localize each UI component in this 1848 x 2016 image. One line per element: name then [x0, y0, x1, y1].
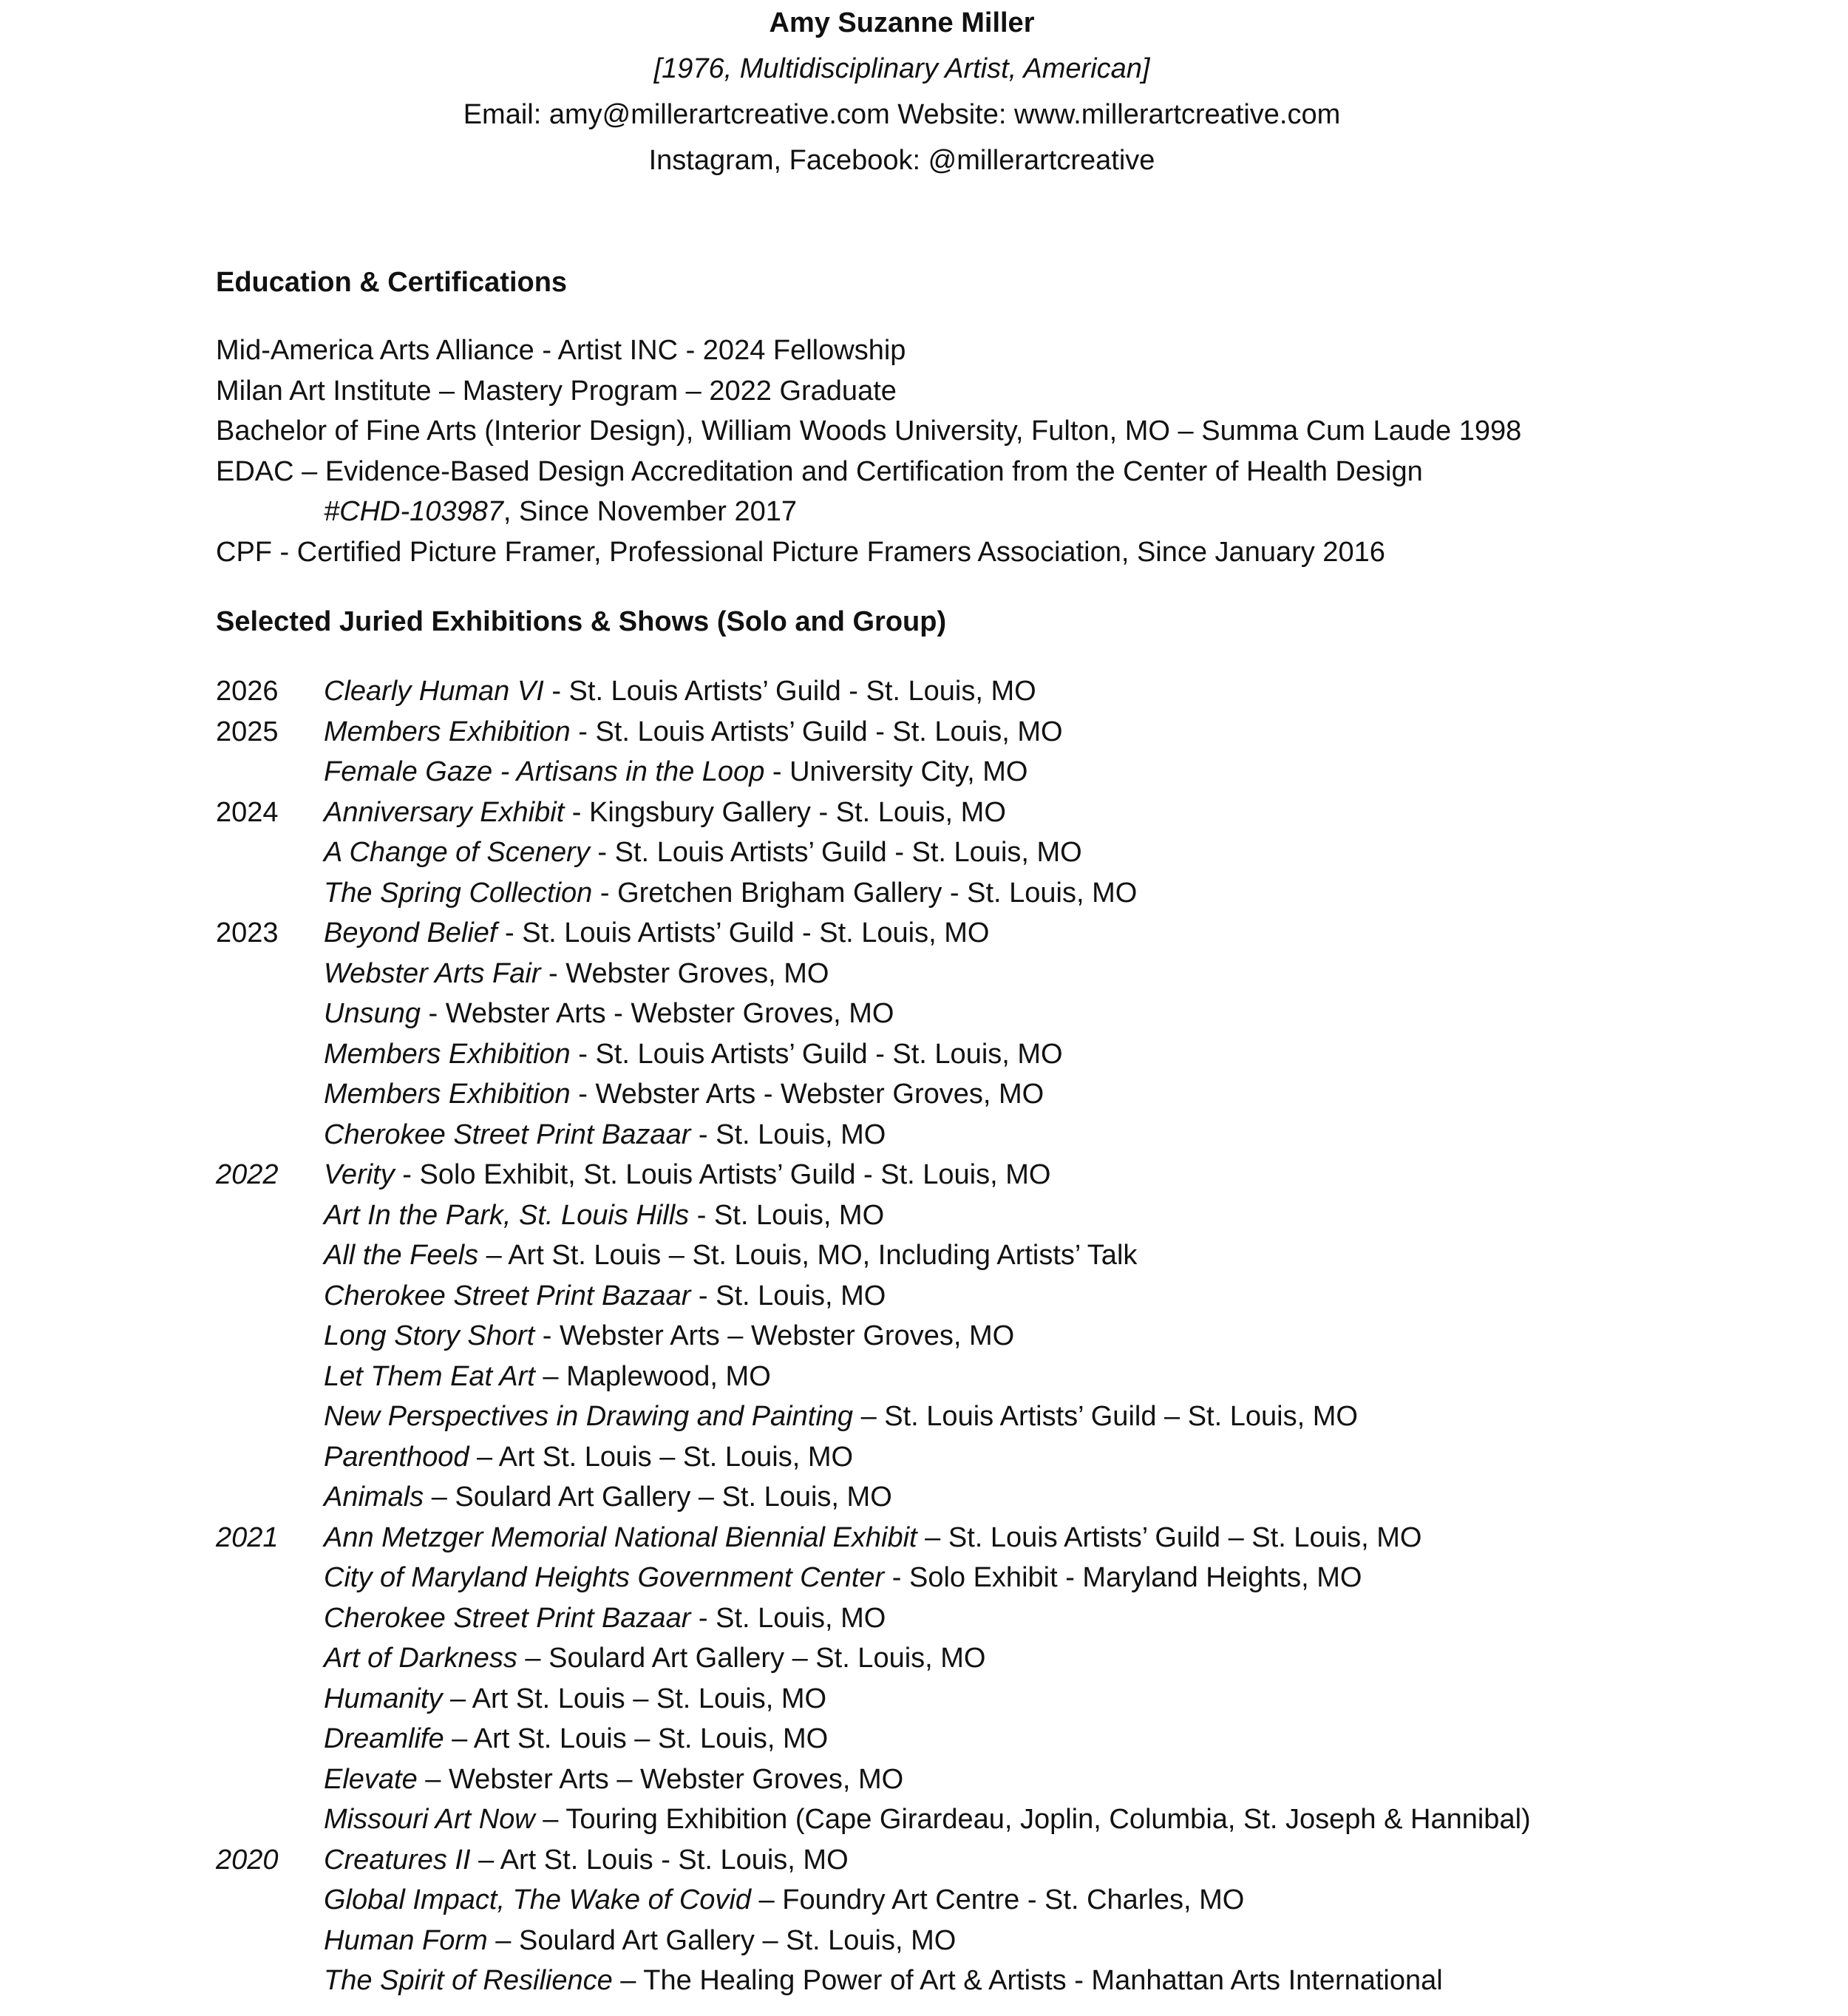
exhibition-venue: – The Healing Power of Art & Artists - Manhattan Arts International — [612, 1965, 1443, 1996]
exhibition-title: All the Feels — [324, 1240, 479, 1271]
exhibition-title: Art of Darkness — [324, 1643, 517, 1674]
exhibition-entry — [324, 1074, 1044, 1115]
exhibition-title: The Spirit of Resilience — [324, 1965, 613, 1996]
exhibition-year — [216, 1316, 324, 1357]
exhibition-row — [216, 1477, 1805, 1518]
exhibition-row — [216, 873, 1805, 914]
exhibition-row — [216, 1034, 1805, 1075]
exhibition-year: 2020 — [216, 1844, 279, 1876]
exhibition-row — [216, 954, 1805, 994]
exhibition-title: Animals — [324, 1482, 424, 1513]
exhibition-row — [216, 1155, 1805, 1195]
exhibition-entry — [324, 1759, 903, 1800]
exhibition-venue: - Webster Arts - Webster Groves, MO — [420, 998, 894, 1029]
exhibition-venue: – Art St. Louis – St. Louis, MO — [444, 1723, 829, 1754]
exhibition-year — [216, 1276, 324, 1317]
exhibition-row — [216, 1316, 1805, 1357]
exhibition-row — [216, 1115, 1805, 1155]
exhibition-year — [216, 873, 324, 914]
social-line: Instagram, Facebook: @millerartcreative — [648, 145, 1155, 176]
exhibition-row — [216, 832, 1805, 873]
exhibition-venue: - St. Louis, MO — [690, 1602, 886, 1634]
exhibition-venue: – St. Louis Artists’ Guild – St. Louis, MO — [917, 1521, 1422, 1553]
exhibitions-heading: Selected Juried Exhibitions & Shows (Solo and Group) — [216, 606, 947, 637]
exhibition-year: 2023 — [216, 917, 279, 948]
exhibition-title: Members Exhibition — [324, 1079, 571, 1110]
exhibition-row — [216, 1357, 1805, 1397]
exhibition-title: Cherokee Street Print Bazaar — [324, 1119, 691, 1150]
exhibition-venue: - Solo Exhibit - Maryland Heights, MO — [884, 1562, 1362, 1593]
exhibition-row — [216, 913, 1805, 954]
exhibition-year — [216, 1235, 324, 1276]
exhibition-year — [216, 832, 324, 873]
exhibition-year — [216, 1679, 324, 1720]
artist-name: Amy Suzanne Miller — [769, 7, 1035, 38]
exhibition-year — [216, 1880, 324, 1921]
exhibition-entry — [324, 873, 1137, 914]
exhibition-venue: - Webster Groves, MO — [540, 957, 829, 989]
exhibition-entry — [324, 1477, 892, 1518]
education-item: EDAC – Evidence-Based Design Accreditation and Certification from the Center of Health Design — [216, 455, 1423, 487]
exhibition-year — [216, 1961, 324, 2001]
exhibition-venue: – Art St. Louis – St. Louis, MO — [442, 1683, 827, 1714]
exhibition-venue: - University City, MO — [764, 756, 1028, 787]
exhibition-venue: – Webster Arts – Webster Groves, MO — [417, 1763, 904, 1795]
exhibition-title: Members Exhibition — [324, 716, 571, 747]
exhibition-title: Let Them Eat Art — [324, 1360, 535, 1392]
exhibition-title: Verity — [324, 1159, 395, 1190]
exhibition-venue: - St. Louis Artists’ Guild - St. Louis, MO — [497, 917, 990, 948]
exhibition-row — [216, 1074, 1805, 1115]
exhibition-entry — [324, 1195, 884, 1236]
exhibition-year — [216, 1759, 324, 1800]
exhibition-venue: - St. Louis, MO — [690, 1280, 886, 1311]
exhibition-year — [216, 1477, 324, 1518]
education-item: Milan Art Institute – Mastery Program – 2022 Graduate — [216, 375, 897, 407]
exhibition-title: Elevate — [324, 1763, 418, 1795]
exhibition-year — [216, 1719, 324, 1759]
exhibition-entry — [324, 1155, 1050, 1195]
exhibition-row — [216, 1518, 1805, 1558]
exhibition-title: Ann Metzger Memorial National Biennial Exhibit — [324, 1521, 917, 1553]
exhibitions-list — [216, 671, 1805, 2001]
exhibition-venue: – Art St. Louis - St. Louis, MO — [470, 1844, 849, 1876]
exhibition-year — [216, 994, 324, 1034]
exhibition-venue: - St. Louis Artists’ Guild - St. Louis, MO — [543, 676, 1036, 707]
exhibition-row — [216, 1921, 1805, 1961]
exhibition-row — [216, 1598, 1805, 1639]
exhibition-title: Human Form — [324, 1924, 488, 1956]
exhibition-year — [216, 1598, 324, 1639]
exhibition-row — [216, 1679, 1805, 1720]
exhibition-entry — [324, 1357, 771, 1397]
exhibition-row — [216, 1638, 1805, 1679]
exhibition-year: 2025 — [216, 716, 279, 747]
exhibition-title: Art In the Park, St. Louis Hills — [324, 1199, 690, 1231]
exhibition-venue: - St. Louis, MO — [689, 1199, 885, 1231]
exhibition-venue: - Solo Exhibit, St. Louis Artists’ Guild - St. Louis, MO — [394, 1159, 1051, 1190]
exhibition-entry — [324, 712, 1063, 753]
exhibition-title: Cherokee Street Print Bazaar — [324, 1280, 691, 1311]
exhibition-entry — [324, 671, 1036, 712]
exhibition-venue: – Art St. Louis – St. Louis, MO — [469, 1441, 854, 1473]
exhibition-title: Beyond Belief — [324, 917, 497, 948]
exhibition-year — [216, 1357, 324, 1397]
exhibition-entry — [324, 1598, 886, 1639]
exhibition-venue: – St. Louis Artists’ Guild – St. Louis, MO — [853, 1401, 1358, 1432]
exhibition-row — [216, 1961, 1805, 2001]
exhibition-venue: – Foundry Art Centre - St. Charles, MO — [751, 1884, 1245, 1915]
exhibition-entry — [324, 832, 1082, 873]
exhibition-venue: - Webster Arts - Webster Groves, MO — [570, 1079, 1044, 1110]
exhibition-title: City of Maryland Heights Government Center — [324, 1562, 885, 1593]
exhibition-row — [216, 1759, 1805, 1800]
exhibition-row — [216, 1396, 1805, 1437]
exhibition-title: Parenthood — [324, 1441, 469, 1473]
exhibition-row — [216, 994, 1805, 1034]
exhibition-title: Unsung — [324, 998, 421, 1029]
exhibition-entry — [324, 954, 829, 994]
exhibition-title: New Perspectives in Drawing and Painting — [324, 1401, 854, 1432]
exhibition-entry — [324, 752, 1027, 793]
exhibition-entry — [324, 1437, 853, 1478]
exhibition-row — [216, 1799, 1805, 1840]
artist-subtitle: [1976, Multidisciplinary Artist, American] — [653, 53, 1150, 84]
exhibition-entry — [324, 1840, 849, 1881]
exhibition-entry — [324, 1638, 985, 1679]
exhibition-entry — [324, 1518, 1421, 1558]
exhibition-row — [216, 671, 1805, 712]
exhibition-entry — [324, 1961, 1443, 2001]
exhibition-title: Female Gaze - Artisans in the Loop — [324, 756, 765, 787]
education-item: Mid-America Arts Alliance - Artist INC - 2024 Fellowship — [216, 335, 906, 366]
exhibition-entry — [324, 1034, 1063, 1075]
exhibition-venue: - Kingsbury Gallery - St. Louis, MO — [564, 796, 1006, 828]
exhibition-venue: - St. Louis Artists’ Guild - St. Louis, MO — [589, 837, 1082, 868]
exhibition-venue: – Soulard Art Gallery – St. Louis, MO — [424, 1482, 892, 1513]
exhibition-venue: – Soulard Art Gallery – St. Louis, MO — [517, 1643, 986, 1674]
exhibition-title: Humanity — [324, 1683, 443, 1714]
exhibition-venue: – Touring Exhibition (Cape Girardeau, Joplin, Columbia, St. Joseph & Hannibal) — [534, 1804, 1531, 1835]
education-item: CPF - Certified Picture Framer, Professional Picture Framers Association, Since January 2016 — [216, 536, 1385, 568]
exhibition-year: 2026 — [216, 676, 279, 707]
exhibition-venue: – Art St. Louis – St. Louis, MO, Including Artists’ Talk — [478, 1240, 1138, 1271]
exhibition-title: Webster Arts Fair — [324, 957, 541, 989]
certification-date: , Since November 2017 — [503, 496, 798, 527]
resume-body — [216, 262, 1805, 2001]
exhibition-year — [216, 1638, 324, 1679]
exhibition-row — [216, 1235, 1805, 1276]
exhibition-title: The Spring Collection — [324, 877, 593, 909]
exhibition-year: 2024 — [216, 796, 279, 828]
exhibition-row — [216, 1276, 1805, 1317]
exhibition-year — [216, 1195, 324, 1236]
exhibition-venue: - Gretchen Brigham Gallery - St. Louis, MO — [592, 877, 1138, 909]
exhibition-year — [216, 1558, 324, 1598]
exhibition-year: 2022 — [216, 1159, 279, 1190]
education-list — [216, 330, 1805, 572]
exhibition-title: Global Impact, The Wake of Covid — [324, 1884, 751, 1915]
exhibition-venue: - St. Louis Artists’ Guild - St. Louis, MO — [570, 716, 1063, 747]
exhibition-entry — [324, 1235, 1137, 1276]
exhibition-year — [216, 1396, 324, 1437]
exhibition-venue: - St. Louis, MO — [690, 1119, 886, 1150]
education-heading: Education & Certifications — [216, 267, 568, 298]
exhibition-entry — [324, 1396, 1358, 1437]
exhibition-title: Members Exhibition — [324, 1038, 571, 1070]
exhibition-entry — [324, 1799, 1531, 1840]
exhibition-row — [216, 1437, 1805, 1478]
exhibition-row — [216, 712, 1805, 753]
exhibition-entry — [324, 1719, 828, 1759]
exhibition-row — [216, 793, 1805, 833]
exhibition-title: Clearly Human VI — [324, 676, 544, 707]
exhibition-year — [216, 1437, 324, 1478]
exhibition-venue: – Soulard Art Gallery – St. Louis, MO — [487, 1924, 957, 1956]
exhibition-title: Anniversary Exhibit — [324, 796, 565, 828]
exhibition-title: Creatures II — [324, 1844, 471, 1876]
exhibition-row — [216, 1719, 1805, 1759]
exhibition-year — [216, 1799, 324, 1840]
certification-id: #CHD-103987 — [324, 496, 503, 527]
education-item: Bachelor of Fine Arts (Interior Design), William Woods University, Fulton, MO – Summa Cum Laude 1998 — [216, 415, 1522, 447]
exhibition-row — [216, 1558, 1805, 1598]
exhibition-title: Cherokee Street Print Bazaar — [324, 1602, 691, 1634]
exhibition-entry — [324, 1316, 1014, 1357]
exhibition-year — [216, 752, 324, 793]
exhibition-entry — [324, 913, 989, 954]
exhibition-row — [216, 1195, 1805, 1236]
exhibition-entry — [324, 1679, 826, 1720]
exhibition-title: A Change of Scenery — [324, 837, 590, 868]
exhibition-entry — [324, 1921, 956, 1961]
exhibition-year: 2021 — [216, 1521, 279, 1553]
education-item-continuation — [216, 492, 1805, 532]
exhibition-title: Missouri Art Now — [324, 1804, 535, 1835]
exhibition-entry — [324, 1880, 1244, 1921]
contact-line: Email: amy@millerartcreative.com Website: www.millerartcreative.com — [463, 99, 1341, 130]
exhibition-year — [216, 1074, 324, 1115]
exhibition-entry — [324, 793, 1006, 833]
resume-header — [0, 0, 1804, 183]
exhibition-entry — [324, 1276, 886, 1317]
exhibition-title: Long Story Short — [324, 1320, 535, 1351]
exhibition-entry — [324, 1558, 1362, 1598]
exhibition-year — [216, 954, 324, 994]
exhibition-venue: - St. Louis Artists’ Guild - St. Louis, MO — [570, 1038, 1063, 1070]
exhibition-row — [216, 752, 1805, 793]
exhibition-row — [216, 1880, 1805, 1921]
exhibition-venue: - Webster Arts – Webster Groves, MO — [534, 1320, 1015, 1351]
exhibition-entry — [324, 994, 894, 1034]
exhibition-year — [216, 1034, 324, 1075]
exhibition-year — [216, 1921, 324, 1961]
exhibition-row — [216, 1840, 1805, 1881]
exhibition-year — [216, 1115, 324, 1155]
exhibition-title: Dreamlife — [324, 1723, 444, 1754]
exhibition-entry — [324, 1115, 886, 1155]
exhibition-venue: – Maplewood, MO — [534, 1360, 771, 1392]
